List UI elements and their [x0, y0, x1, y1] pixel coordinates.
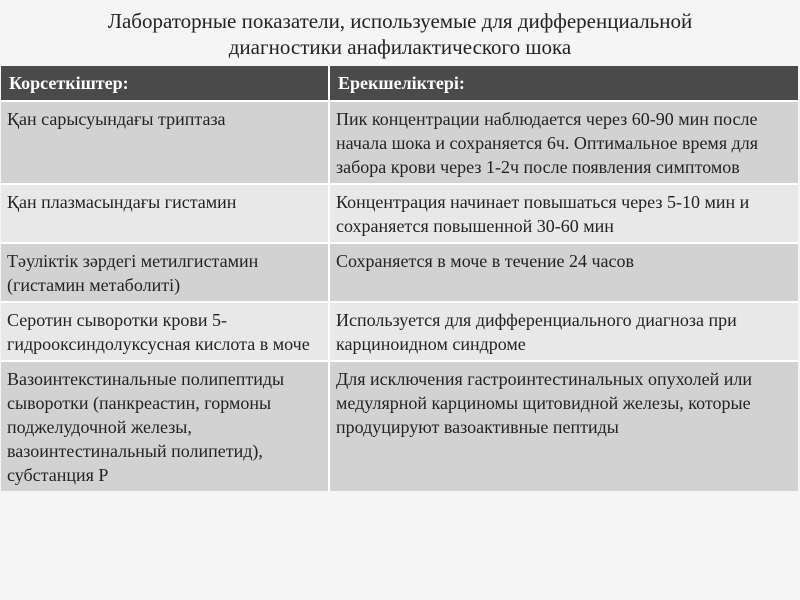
column-header-features: Ерекшеліктері:: [329, 66, 798, 101]
table-row: [1, 243, 798, 302]
table-row: [1, 184, 798, 243]
column-header-indicators: Корсеткіштер:: [1, 66, 329, 101]
table-row: [1, 302, 798, 361]
indicator-cell: Қан плазмасындағы гистамин: [1, 184, 329, 243]
table-row: [1, 101, 798, 184]
indicator-cell: Вазоинтекстинальные полипептиды сыворотки (панкреастин, гормоны поджелудочной железы, вазоинтестинальный полипетид), субстанция Р: [1, 361, 329, 491]
indicator-cell: Тәуліктік зәрдегі метилгистамин (гистамин метаболиті): [1, 243, 329, 302]
slide-title: [0, 8, 800, 60]
indicator-cell: Серотин сыворотки крови 5-гидрооксиндолуксусная кислота в моче: [1, 302, 329, 361]
features-cell: Для исключения гастроинтестинальных опухолей или медулярной карциномы щитовидной железы, которые продуцируют вазоактивные пептиды: [329, 361, 798, 491]
slide-title-line-2: диагностики анафилактического шока: [228, 35, 572, 59]
slide-title-line-1: Лабораторные показатели, используемые для дифференциальной: [107, 9, 693, 33]
features-cell: Пик концентрации наблюдается через 60-90 мин после начала шока и сохраняется 6ч. Оптимальное время для забора крови через 1-2ч после появления симптомов: [329, 101, 798, 184]
lab-indicators-table: [1, 66, 798, 491]
table-header-row: [1, 66, 798, 101]
features-cell: Концентрация начинает повышаться через 5-10 мин и сохраняется повышенной 30-60 мин: [329, 184, 798, 243]
features-cell: Используется для дифференциального диагноза при карциноидном синдроме: [329, 302, 798, 361]
indicator-cell: Қан сарысуындағы триптаза: [1, 101, 329, 184]
table-row: [1, 361, 798, 491]
features-cell: Сохраняется в моче в течение 24 часов: [329, 243, 798, 302]
